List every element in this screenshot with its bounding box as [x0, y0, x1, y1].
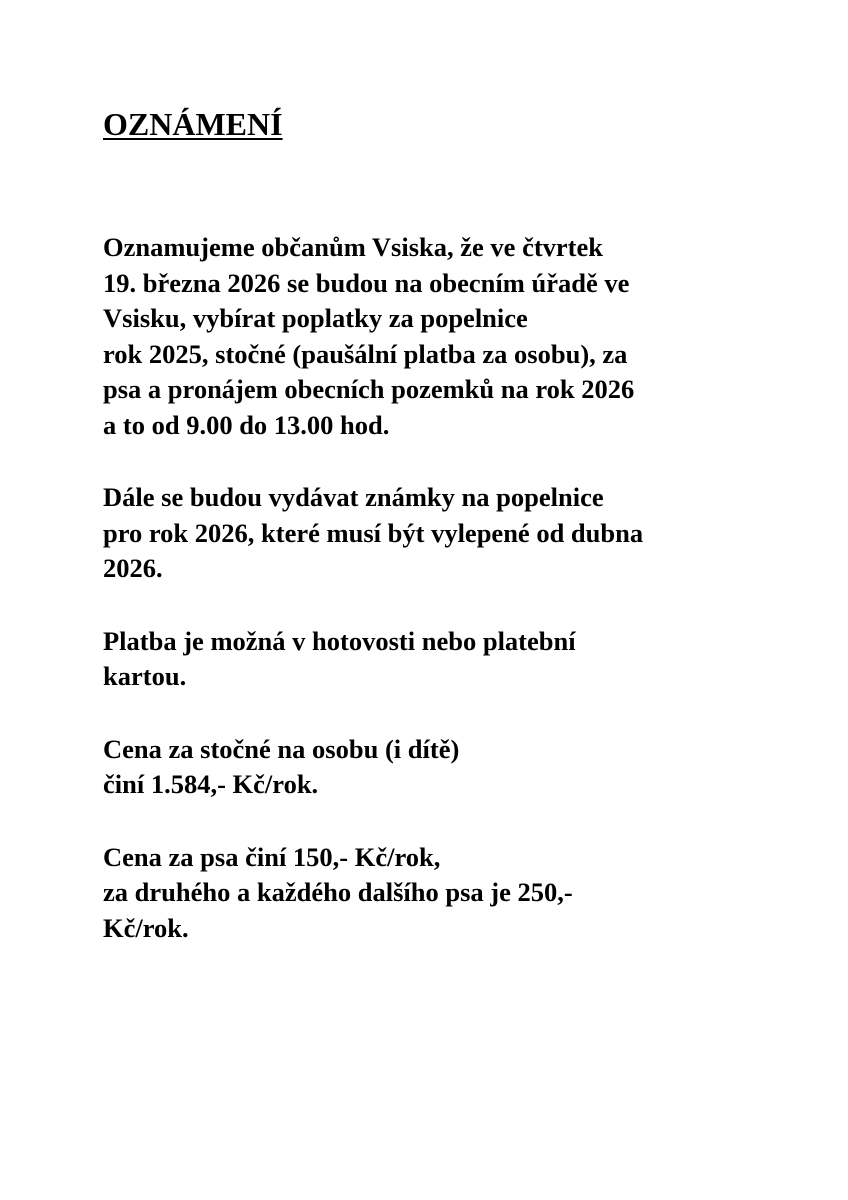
paragraph-collection-info	[103, 230, 823, 443]
text-line: Vsisku, vybírat poplatky za popelnice	[103, 303, 528, 333]
text-line: Oznamujeme občanům Vsiska, že ve čtvrtek	[103, 232, 603, 262]
text-line: kartou.	[103, 661, 187, 691]
text-line: rok 2025, stočné (paušální platba za osobu), za	[103, 338, 628, 369]
announcement-body	[103, 230, 823, 983]
text-line: Kč/rok.	[103, 912, 189, 943]
text-line: pro rok 2026, které musí být vylepené od dubna	[103, 517, 644, 548]
text-line: činí 1.584,- Kč/rok.	[103, 769, 319, 799]
text-line: Platba je možná v hotovosti nebo platební	[103, 625, 576, 656]
text-line: Dále se budou vydávat známky na popelnice	[103, 482, 604, 512]
paragraph-sewage-price	[103, 732, 823, 803]
text-line: za druhého a každého dalšího psa je 250,-	[103, 877, 573, 907]
text-line: a to od 9.00 do 13.00 hod.	[103, 409, 390, 440]
announcement-title: OZNÁMENÍ	[103, 106, 283, 142]
text-line: Cena za psa činí 150,- Kč/rok,	[103, 841, 441, 872]
paragraph-dog-fee	[103, 840, 823, 947]
text-line: 19. března 2026 se budou na obecním úřadě ve	[103, 267, 630, 298]
text-line: 2026.	[103, 553, 163, 583]
text-line: Cena za stočné na osobu (i dítě)	[103, 733, 460, 764]
paragraph-payment-methods	[103, 624, 823, 695]
text-line: psa a pronájem obecních pozemků na rok 2026	[103, 374, 635, 404]
paragraph-bin-stickers	[103, 480, 823, 587]
